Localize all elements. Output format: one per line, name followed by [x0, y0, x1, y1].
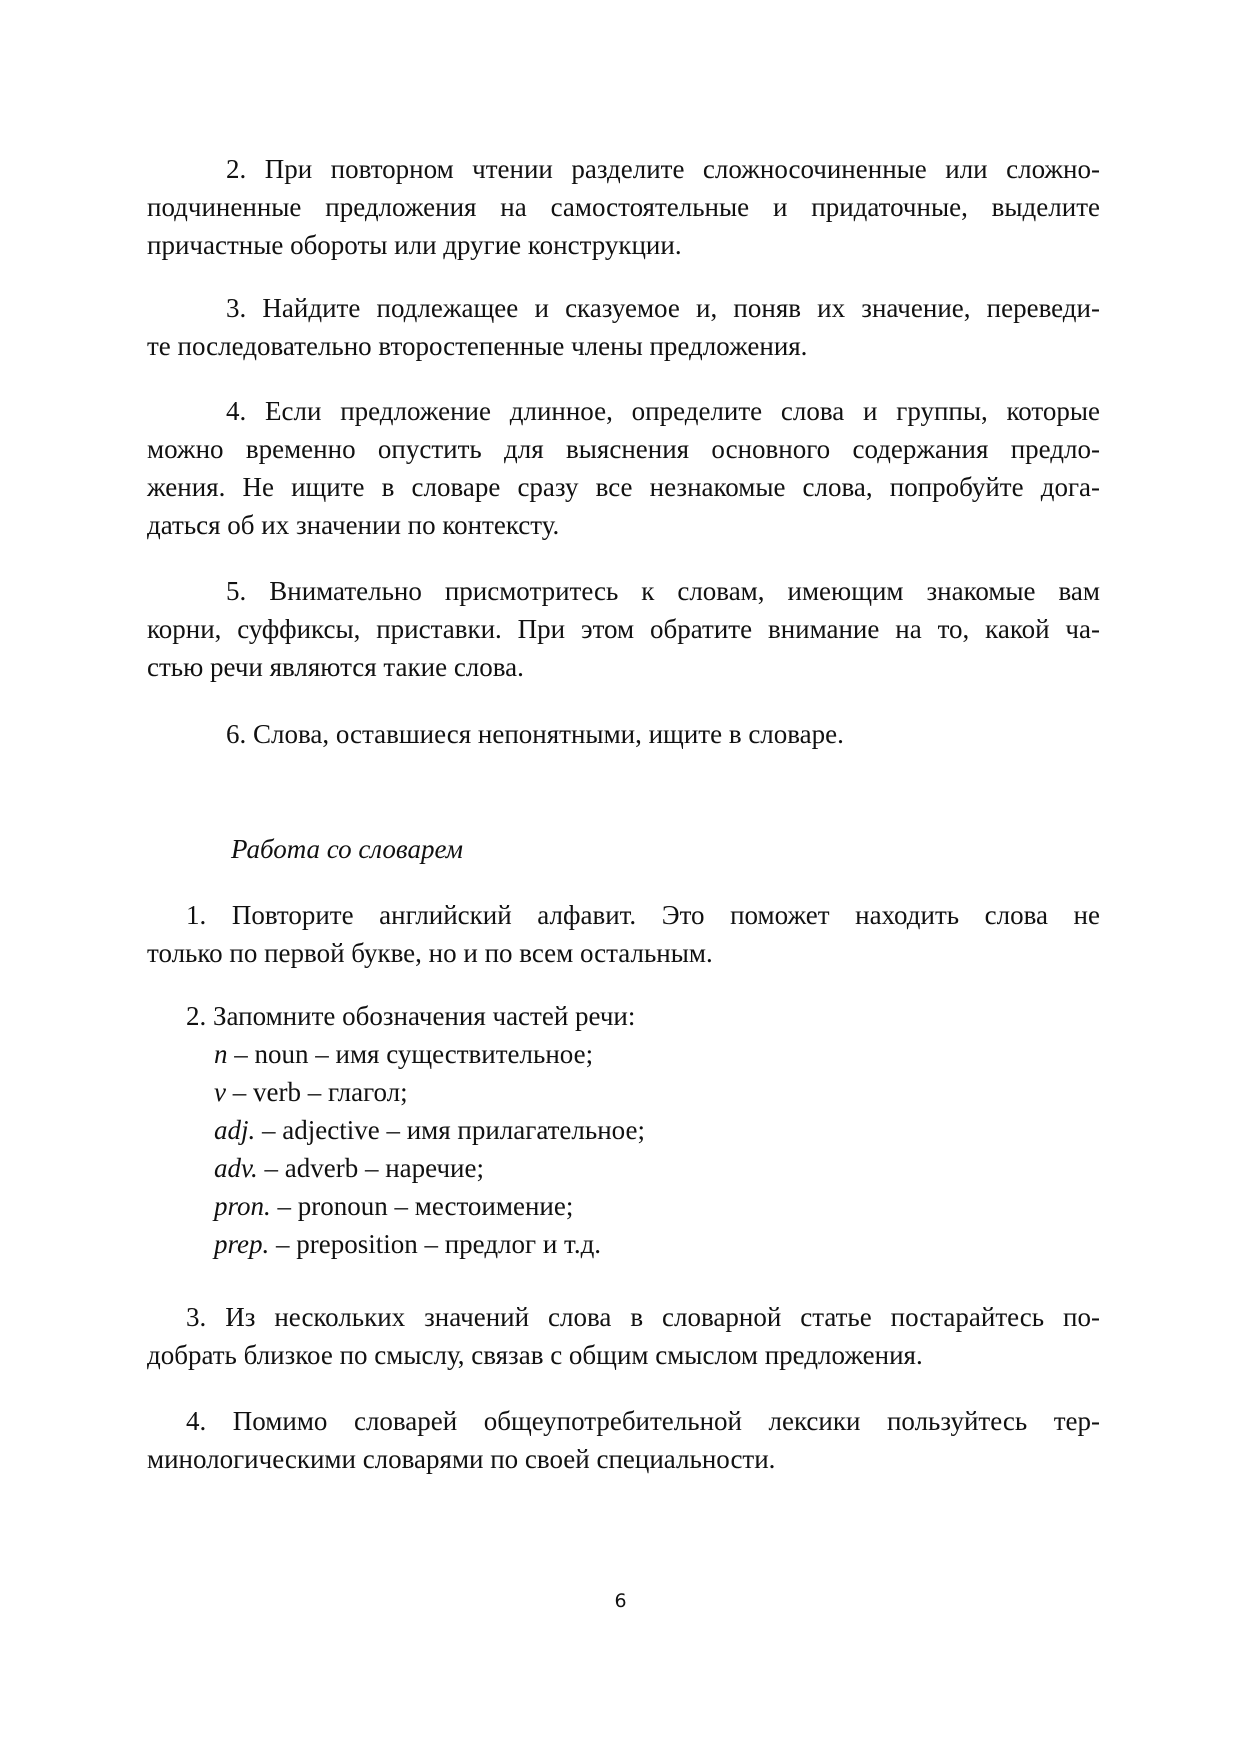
- text-line: 4. Помимо словарей общеупотребительной лексики пользуйтесь тер-: [186, 1406, 1100, 1436]
- abbreviation: adv.: [214, 1153, 258, 1183]
- text-line: подчиненные предложения на самостоятельные и придаточные, выделите: [147, 192, 1100, 222]
- part-of-speech-item: [147, 1225, 1100, 1263]
- reading-step-3: [147, 289, 1100, 365]
- reading-step-6: [147, 715, 1100, 753]
- part-of-speech-item: [147, 1187, 1100, 1225]
- page-number: 6: [614, 1590, 627, 1612]
- reading-step-5: [147, 572, 1100, 686]
- text-line: 2. При повторном чтении разделите сложносочиненные или сложно-: [226, 154, 1100, 184]
- text-line: те последовательно второстепенные члены предложения.: [147, 331, 808, 361]
- text-line: 1. Повторите английский алфавит. Это поможет находить слова не: [186, 900, 1100, 930]
- text-line: 2. Запомните обозначения частей речи:: [186, 1001, 636, 1031]
- dictionary-step-3: [147, 1298, 1100, 1374]
- section-heading: Работа со словарем: [231, 834, 463, 864]
- text-line: стью речи являются такие слова.: [147, 652, 524, 682]
- part-of-speech-item: [147, 1073, 1100, 1111]
- part-of-speech-item: [147, 1111, 1100, 1149]
- dictionary-step-4: [147, 1402, 1100, 1478]
- abbreviation: v: [214, 1077, 226, 1107]
- reading-step-2: [147, 150, 1100, 264]
- definition: – preposition – предлог и т.д.: [269, 1229, 602, 1259]
- text-line: 4. Если предложение длинное, определите слова и группы, которые: [226, 396, 1100, 426]
- text-line: только по первой букве, но и по всем остальным.: [147, 938, 713, 968]
- text-line: 3. Из нескольких значений слова в словарной статье постарайтесь по-: [186, 1302, 1100, 1332]
- text-line: даться об их значении по контексту.: [147, 510, 560, 540]
- definition: – verb – глагол;: [225, 1077, 408, 1107]
- text-line: минологическими словарями по своей специальности.: [147, 1444, 776, 1474]
- definition: – noun – имя существительное;: [227, 1039, 594, 1069]
- text-line: 5. Внимательно присмотритесь к словам, имеющим знакомые вам: [226, 576, 1100, 606]
- parts-of-speech-list: [147, 1035, 1100, 1263]
- definition: – adverb – наречие;: [257, 1153, 484, 1183]
- dictionary-step-2: [147, 997, 1100, 1263]
- abbreviation: n: [214, 1039, 228, 1069]
- text-line: причастные обороты или другие конструкции.: [147, 230, 682, 260]
- abbreviation: pron.: [214, 1191, 271, 1221]
- text-line: добрать близкое по смыслу, связав с общим смыслом предложения.: [147, 1340, 923, 1370]
- definition: – adjective – имя прилагательное;: [255, 1115, 645, 1145]
- text-line: корни, суффиксы, приставки. При этом обратите внимание на то, какой ча-: [147, 614, 1100, 644]
- abbreviation: adj.: [214, 1115, 256, 1145]
- text-line: можно временно опустить для выяснения основного содержания предло-: [147, 434, 1100, 464]
- text-line: 3. Найдите подлежащее и сказуемое и, поняв их значение, переведи-: [226, 293, 1100, 323]
- text-line: 6. Слова, оставшиеся непонятными, ищите в словаре.: [226, 719, 844, 749]
- part-of-speech-item: [147, 1149, 1100, 1187]
- definition: – pronoun – местоимение;: [270, 1191, 574, 1221]
- reading-step-4: [147, 392, 1100, 544]
- text-line: жения. Не ищите в словаре сразу все незнакомые слова, попробуйте дога-: [147, 472, 1100, 502]
- part-of-speech-item: [147, 1035, 1100, 1073]
- abbreviation: prep.: [214, 1229, 270, 1259]
- dictionary-step-1: [147, 896, 1100, 972]
